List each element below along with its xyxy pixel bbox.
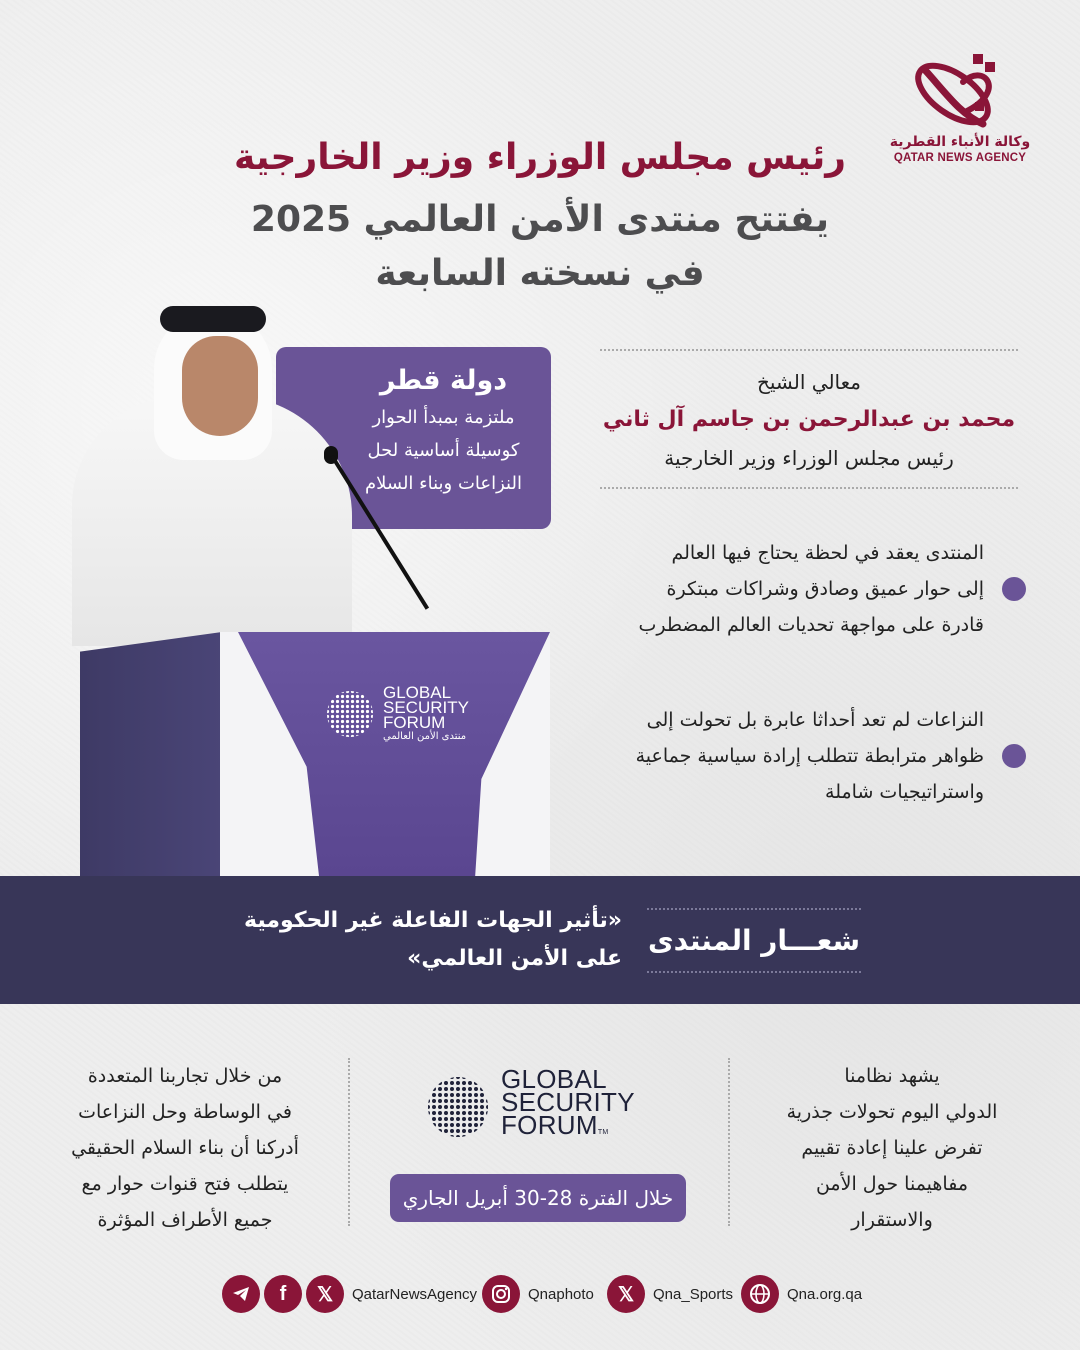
column-divider — [728, 1058, 730, 1226]
headline-line-2: يفتتح منتدى الأمن العالمي 2025 — [250, 199, 830, 240]
slogan-line-1: «تأثير الجهات الفاعلة غير الحكومية — [244, 908, 622, 933]
headline — [200, 130, 880, 300]
speaker-agal — [160, 306, 266, 332]
bullet-line: إلى حوار عميق وصادق وشراكات مبتكرة — [666, 578, 984, 600]
quote-line: تفرض علينا إعادة تقييم — [801, 1137, 983, 1159]
social-handle[interactable]: QatarNewsAgency — [352, 1285, 478, 1303]
speaker-title: رئيس مجلس الوزراء وزير الخارجية — [664, 446, 954, 470]
quote-line: يتطلب فتح قنوات حوار مع — [81, 1173, 289, 1195]
qatar-card-line-3: النزاعات وبناء السلام — [365, 473, 522, 494]
headline-line-1: رئيس مجلس الوزراء وزير الخارجية — [234, 137, 846, 178]
podium-logo-line-2: SECURITY — [383, 698, 469, 717]
dotted-globe-icon — [325, 689, 375, 739]
podium-logo-line-3: FORUM — [383, 713, 446, 732]
social-footer — [220, 1275, 880, 1315]
bullet-dot-icon — [1002, 577, 1026, 601]
quote-left — [40, 1058, 330, 1238]
speaker-name-block — [600, 364, 1018, 476]
telegram-icon[interactable] — [222, 1275, 260, 1313]
bullet-dot-icon — [1002, 744, 1026, 768]
speaker-face — [182, 336, 258, 436]
forum-logo-line-1: GLOBAL — [501, 1064, 607, 1094]
podium-side — [80, 632, 222, 877]
qatar-card-title: دولة قطر — [379, 365, 508, 396]
social-group-qatarnewsagency[interactable] — [222, 1275, 477, 1313]
podium-logo-arabic: منتدى الأمن العالمي — [383, 731, 467, 742]
bullet-line: واستراتيجيات شاملة — [825, 781, 984, 803]
social-group-website[interactable] — [741, 1275, 862, 1313]
qatar-card-line-2: كوسيلة أساسية لحل — [367, 440, 520, 461]
podium-logo-text — [383, 685, 469, 730]
quote-line: الدولي اليوم تحولات جذرية — [786, 1101, 998, 1123]
global-security-forum-logo — [425, 1064, 665, 1148]
speaker-photo — [62, 296, 362, 636]
x-icon[interactable]: 𝕏 — [607, 1275, 645, 1313]
slogan-band — [0, 876, 1080, 1004]
forum-logo-text — [501, 1064, 635, 1144]
divider — [647, 971, 861, 973]
quote-line: من خلال تجاربنا المتعددة — [87, 1065, 283, 1087]
social-handle[interactable]: Qnaphoto — [528, 1285, 594, 1303]
bullet-line: قادرة على مواجهة تحديات العالم المضطرب — [638, 614, 984, 636]
divider — [647, 908, 861, 910]
podium-forum-logo — [325, 685, 485, 755]
bullet-item — [580, 702, 1040, 812]
logo-english-text: QATAR NEWS AGENCY — [893, 152, 1027, 164]
bullet-text — [584, 535, 984, 643]
social-group-qna-sports[interactable] — [607, 1275, 733, 1313]
quote-line: جميع الأطراف المؤثرة — [97, 1209, 273, 1231]
qna-emblem-icon — [905, 52, 1015, 132]
social-group-qnaphoto[interactable] — [482, 1275, 594, 1313]
speaker-name: محمد بن عبدالرحمن بن جاسم آل ثاني — [602, 407, 1016, 432]
slogan-line-2: على الأمن العالمي» — [407, 946, 622, 971]
slogan-text — [200, 902, 622, 978]
social-handle[interactable]: Qna_Sports — [653, 1285, 734, 1303]
forum-logo-line-3: FORUM — [501, 1110, 598, 1140]
bullet-text — [584, 702, 984, 810]
forum-logo-line-2: SECURITY — [501, 1087, 635, 1117]
quote-right — [742, 1058, 1042, 1238]
bullet-line: المنتدى يعقد في لحظة يحتاج فيها العالم — [671, 542, 984, 564]
quote-line: مفاهيمنا حول الأمن — [815, 1173, 969, 1195]
x-icon[interactable]: 𝕏 — [306, 1275, 344, 1313]
qna-logo — [880, 52, 1040, 164]
slogan-label: شعـــار المنتدى — [647, 924, 860, 957]
period-badge: خلال الفترة 28-30 أبريل الجاري — [390, 1174, 686, 1222]
qatar-card-line-1: ملتزمة بمبدأ الحوار — [372, 407, 515, 428]
podium-logo-line-1: GLOBAL — [383, 683, 452, 702]
bullet-line: النزاعات لم تعد أحداثا عابرة بل تحولت إلى — [646, 709, 984, 731]
headline-line-3: في نسخته السابعة — [375, 253, 705, 294]
facebook-icon[interactable]: f — [264, 1275, 302, 1313]
dotted-globe-icon — [425, 1074, 491, 1140]
speaker-honorific: معالي الشيخ — [756, 370, 861, 394]
column-divider — [348, 1058, 350, 1226]
website-link[interactable]: Qna.org.qa — [787, 1285, 863, 1303]
quote-line: والاستقرار — [851, 1209, 933, 1231]
globe-icon[interactable] — [741, 1275, 779, 1313]
divider — [600, 349, 1018, 351]
bullet-item — [580, 535, 1040, 645]
quote-line: في الوساطة وحل النزاعات — [78, 1101, 292, 1123]
quote-line: أدركنا أن بناء السلام الحقيقي — [71, 1137, 299, 1159]
instagram-icon[interactable] — [482, 1275, 520, 1313]
divider — [600, 487, 1018, 489]
trademark: TM — [597, 1129, 609, 1136]
logo-arabic-text: وكالة الأنباء القطرية — [889, 134, 1031, 150]
quote-line: يشهد نظامنا — [844, 1065, 940, 1087]
bullet-line: ظواهر مترابطة تتطلب إرادة سياسية جماعية — [635, 745, 984, 767]
